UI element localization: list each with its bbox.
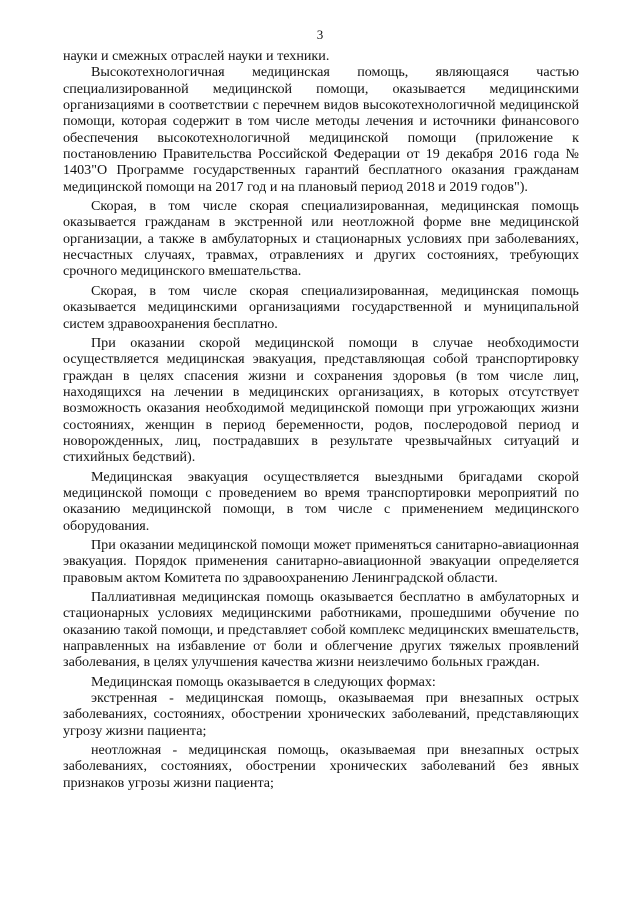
document-body	[63, 48, 579, 791]
paragraph-continuation: науки и смежных отраслей науки и техники.	[63, 48, 330, 64]
paragraph-emergency-care: Скорая, в том числе скорая специализированная, медицинская помощь оказывается гражданам в экстренной или неотложной форме вне медицинской организации, а также в амбулаторных и стационарных условиях при заболеваниях, несчастных случаях, травмах, отравлениях и других состояниях, требующих срочного медицинского вмешательства.	[63, 198, 579, 280]
list-item-urgent-form: неотложная - медицинская помощь, оказываемая при внезапных острых заболеваниях, состояниях, обострении хронических заболеваний без явных признаков угрозы жизни пациента;	[63, 742, 579, 791]
list-item-emergency-form: экстренная - медицинская помощь, оказываемая при внезапных острых заболеваниях, состояниях, обострении хронических заболеваний, представляющих угрозу жизни пациента;	[63, 690, 579, 739]
page-number: 3	[316, 27, 324, 42]
paragraph-evacuation-teams: Медицинская эвакуация осуществляется выездными бригадами скорой медицинской помощи с проведением во время транспортировки мероприятий по оказанию медицинской помощи, в том числе с применением медицинского оборудования.	[63, 468, 579, 534]
paragraph-emergency-care-free: Скорая, в том числе скорая специализированная, медицинская помощь оказывается медицинскими организациями государственной и муниципальной систем здравоохранения бесплатно.	[63, 282, 579, 332]
paragraph-medical-evacuation: При оказании скорой медицинской помощи в случае необходимости осуществляется медицинская эвакуация, представляющая собой транспортировку граждан в целях спасения жизни и сохранения здоровья (в том числе лиц, находящихся на лечении в медицинских организациях, в которых отсутствует возможность оказания необходимой медицинской помощи при угрожающих жизни состояниях, женщин в период беременности, родов, послеродовой период и новорожденных, лиц, пострадавших в результате чрезвычайных ситуаций и стихийных бедствий).	[63, 334, 579, 466]
paragraph-high-tech-care: Высокотехнологичная медицинская помощь, являющаяся частью специализированной медицинской помощи, оказывается медицинскими организациями в соответствии с перечнем видов высокотехнологичной медицинской помощи, которая содержит в том числе методы лечения и источники финансового обеспечения высокотехнологичной медицинской помощи (приложение к постановлению Правительства Российской Федерации от 19 декабря 2016 года № 1403"О Программе государственных гарантий бесплатного оказания гражданам медицинской помощи на 2017 год и на плановый период 2018 и 2019 годов").	[63, 64, 579, 195]
paragraph-air-evacuation: При оказании медицинской помощи может применяться санитарно-авиационная эвакуация. Порядок применения санитарно-авиационной эвакуации определяется правовым актом Комитета по здравоохранению Ленинградской области.	[63, 536, 579, 586]
paragraph-care-forms: Медицинская помощь оказывается в следующих формах:	[91, 673, 436, 690]
paragraph-palliative-care: Паллиативная медицинская помощь оказывается бесплатно в амбулаторных и стационарных условиях медицинскими работниками, прошедшими обучение по оказанию такой помощи, и представляет собой комплекс медицинских вмешательств, направленных на избавление от боли и облегчение других тяжелых проявлений заболевания, в целях улучшения качества жизни неизлечимо больных граждан.	[63, 589, 579, 671]
